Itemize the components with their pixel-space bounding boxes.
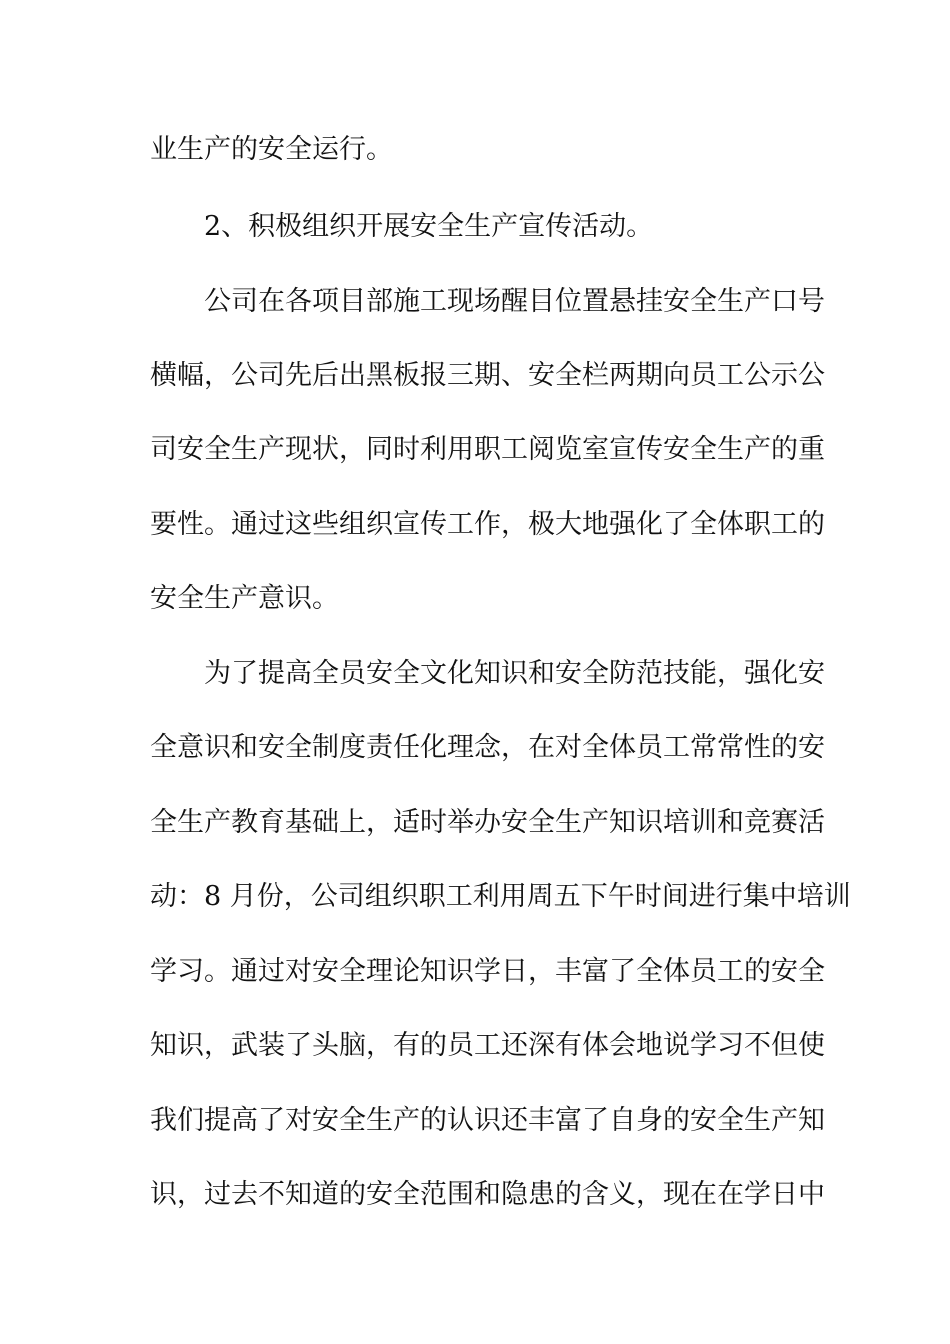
- text-line-5: 司安全生产现状，同时利用职工阅览室宣传安全生产的重: [150, 434, 825, 465]
- text-line-3: 公司在各项目部施工现场醒目位置悬挂安全生产口号: [204, 286, 825, 317]
- text-line-7: 安全生产意识。: [150, 583, 339, 614]
- text-line-1: 业生产的安全运行。: [150, 134, 393, 165]
- text-line-11: 动：8 月份，公司组织职工利用周五下午时间进行集中培训: [150, 881, 851, 912]
- text-line-4: 横幅，公司先后出黑板报三期、安全栏两期向员工公示公: [150, 360, 825, 391]
- text-line-6: 要性。通过这些组织宣传工作，极大地强化了全体职工的: [150, 509, 825, 540]
- text-line-14: 我们提高了对安全生产的认识还丰富了自身的安全生产知: [150, 1105, 825, 1136]
- text-line-15: 识，过去不知道的安全范围和隐患的含义，现在在学日中: [150, 1179, 825, 1210]
- text-line-13: 知识，武装了头脑，有的员工还深有体会地说学习不但使: [150, 1030, 825, 1061]
- text-line-8: 为了提高全员安全文化知识和安全防范技能，强化安: [204, 658, 825, 689]
- text-line-10: 全生产教育基础上，适时举办安全生产知识培训和竞赛活: [150, 807, 825, 838]
- text-line-9: 全意识和安全制度责任化理念，在对全体员工常常性的安: [150, 732, 825, 763]
- text-line-12: 学习。通过对安全理论知识学日，丰富了全体员工的安全: [150, 956, 825, 987]
- section-heading: 2、积极组织开展安全生产宣传活动。: [204, 211, 654, 242]
